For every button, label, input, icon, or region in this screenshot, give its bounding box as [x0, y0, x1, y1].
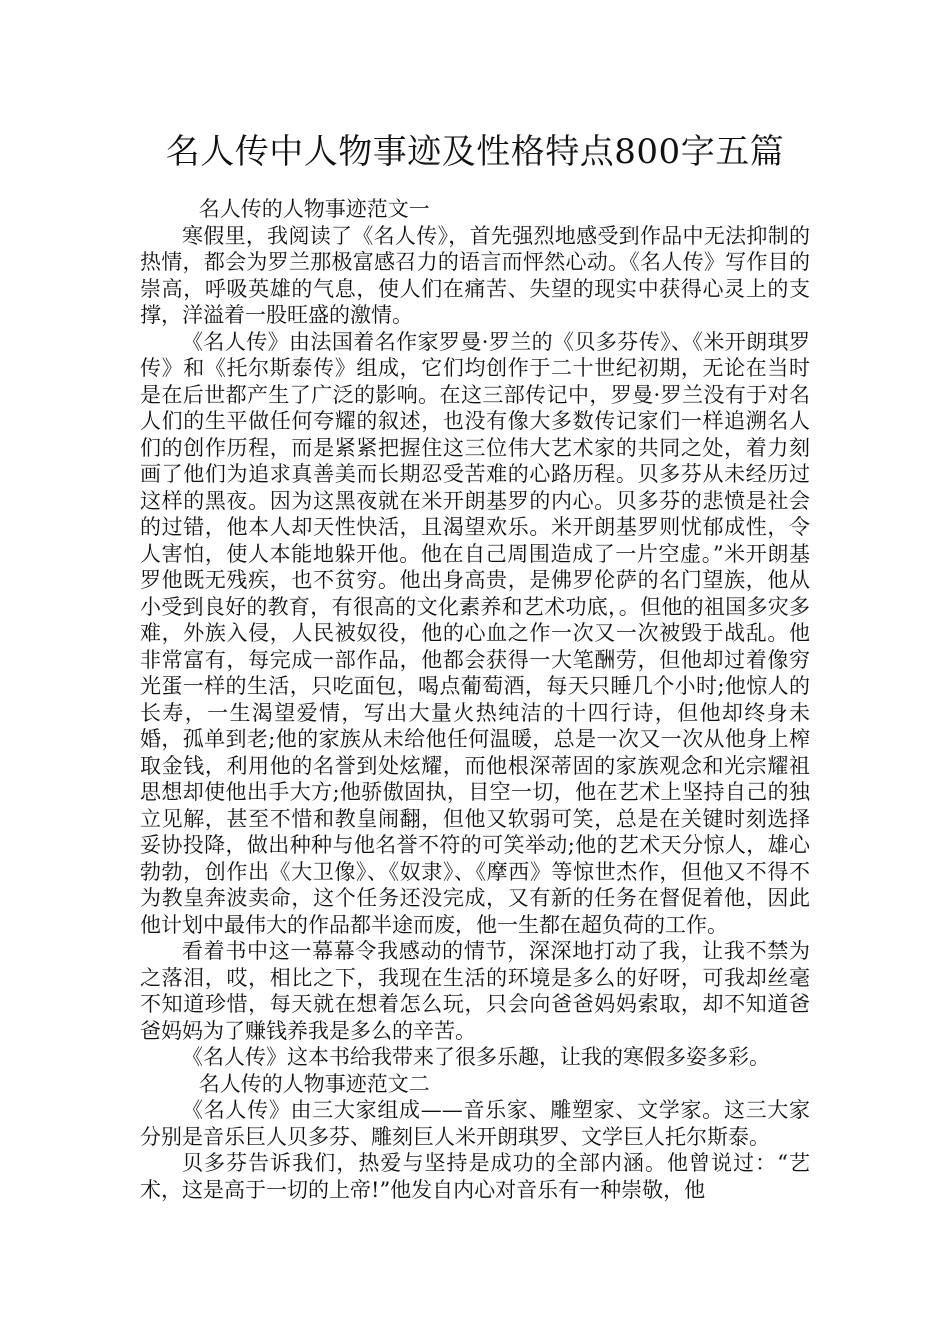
- body-paragraph: 寒假里，我阅读了《名人传》，首先强烈地感受到作品中无法抑制的热情，都会为罗兰那极富感召力的语言而怦然心动。《名人传》写作目的崇高，呼吸英雄的气息，使人们在痛苦、失望的现实中获得心灵上的支撑，洋溢着一股旺盛的激情。: [140, 223, 810, 327]
- section-heading: 名人传的人物事迹范文二: [198, 1071, 430, 1096]
- section-heading: 名人传的人物事迹范文一: [198, 197, 430, 221]
- document-title: 名人传中人物事迹及性格特点800字五篇: [165, 132, 785, 172]
- body-paragraph: 看着书中这一幕幕令我感动的情节，深深地打动了我，让我不禁为之落泪，哎，相比之下，我现在生活的环境是多么的好呀，可我却丝毫不知道珍惜，每天就在想着怎么玩，只会向爸爸妈妈索取，却不知道爸爸妈妈为了赚钱养我是多么的辛苦。: [140, 939, 810, 1043]
- body-paragraph: 《名人传》这本书给我带来了很多乐趣，让我的寒假多姿多彩。: [182, 1045, 770, 1069]
- body-paragraph: 《名人传》由三大家组成——音乐家、雕塑家、文学家。这三大家分别是音乐巨人贝多芬、雕刻巨人米开朗琪罗、文学巨人托尔斯泰。: [140, 1098, 810, 1149]
- document-body: [140, 196, 810, 1203]
- body-paragraph: 贝多芬告诉我们，热爱与坚持是成功的全部内涵。他曾说过：“艺术，这是高于一切的上帝!”他发自内心对音乐有一种崇敬，他: [140, 1151, 810, 1202]
- body-paragraph: 《名人传》由法国着名作家罗曼·罗兰的《贝多芬传》、《米开朗琪罗传》和《托尔斯泰传》组成，它们均创作于二十世纪初期，无论在当时是在后世都产生了广泛的影响。在这三部传记中，罗曼·罗兰没有于对名人们的生平做任何夸耀的叙述，也没有像大多数传记家们一样追溯名人们的创作历程，而是紧紧把握住这三位伟大艺术家的共同之处，着力刻画了他们为追求真善美而长期忍受苦难的心路历程。贝多芬从未经历过这样的黑夜。因为这黑夜就在米开朗基罗的内心。贝多芬的悲愤是社会的过错，他本人却天性快活，且渴望欢乐。米开朗基罗则忧郁成性，令人害怕，使人本能地躲开他。他在自己周围造成了一片空虚。”米开朗基罗他既无残疾，也不贫穷。他出身高贵，是佛罗伦萨的名门望族，他从小受到良好的教育，有很高的文化素养和艺术功底，。但他的祖国多灾多难，外族入侵，人民被奴役，他的心血之作一次又一次被毁于战乱。他非常富有，每完成一部作品，他都会获得一大笔酬劳，但他却过着像穷光蛋一样的生活，只吃面包，喝点葡萄酒，每天只睡几个小时;他惊人的长寿，一生渴望爱情，写出大量火热纯洁的十四行诗，但他却终身未婚，孤单到老;他的家族从未给他任何温暖，总是一次又一次从他身上榨取金钱，利用他的名誉到处炫耀，而他根深蒂固的家族观念和光宗耀祖思想却使他出手大方;他骄傲固执，目空一切，他在艺术上坚持自己的独立见解，甚至不惜和教皇闹翻，但他又软弱可笑，总是在关键时刻选择妥协投降，做出种种与他名誉不符的可笑举动;他的艺术天分惊人，雄心勃勃，创作出《大卫像》、《奴隶》、《摩西》等惊世杰作，但他又不得不为教皇奔波卖命，这个任务还没完成，又有新的任务在督促着他，因此他计划中最伟大的作品都半途而废，他一生都在超负荷的工作。: [140, 329, 810, 937]
